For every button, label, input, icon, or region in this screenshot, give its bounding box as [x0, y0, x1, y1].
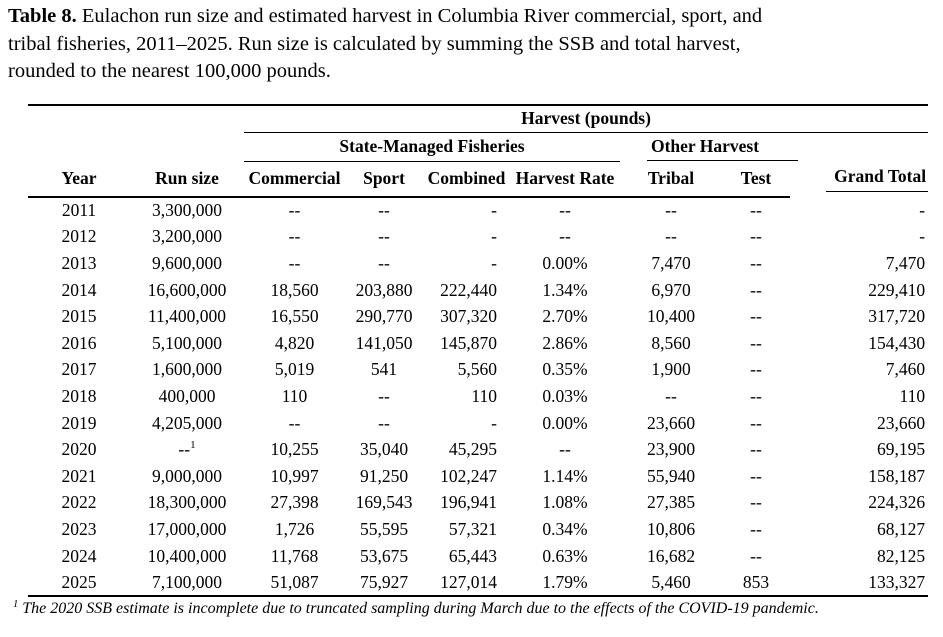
- cell-run-size: 16,600,000: [147, 279, 227, 300]
- column-header-harvest-rate: Harvest Rate: [510, 161, 620, 197]
- cell-grand-total: 69,195: [876, 439, 926, 460]
- table-row: [28, 303, 928, 330]
- cell-sport: 55,595: [359, 518, 409, 539]
- cell-test: --: [750, 545, 762, 566]
- cell-combined: 45,295: [448, 439, 497, 460]
- cell-year: 2015: [61, 306, 97, 327]
- column-header-grand-total: [790, 161, 928, 197]
- cell-commercial: 16,550: [270, 306, 319, 327]
- cell-tribal: 10,806: [646, 518, 696, 539]
- table-row: [28, 543, 928, 570]
- cell-test: --: [750, 412, 762, 433]
- footnote-text: The 2020 SSB estimate is incomplete due to truncated sampling during March due to the effects of the COVID-19 pandemic.: [22, 600, 819, 617]
- column-header-commercial: Commercial: [244, 161, 345, 197]
- cell-run-size: 9,600,000: [152, 252, 222, 273]
- cell-year: 2024: [61, 545, 97, 566]
- state-managed-header: State-Managed Fisheries: [244, 132, 620, 161]
- cell-year: 2022: [61, 492, 97, 513]
- cell-commercial: 5,019: [274, 359, 315, 380]
- column-header-sport: Sport: [345, 161, 423, 197]
- table-row: [28, 250, 928, 277]
- other-harvest-label: Other Harvest: [650, 136, 760, 157]
- column-header-row: [28, 161, 928, 197]
- cell-year: 2012: [61, 226, 97, 247]
- cell-year: 2020: [61, 439, 97, 460]
- cell-combined: -: [491, 412, 497, 433]
- cell-year: 2019: [61, 412, 97, 433]
- cell-grand-total: 82,125: [876, 545, 926, 566]
- cell-combined: 110: [471, 385, 497, 406]
- cell-combined: 127,014: [440, 571, 497, 592]
- cell-year: 2017: [61, 359, 97, 380]
- table-row: [28, 410, 928, 437]
- cell-tribal: 16,682: [646, 545, 696, 566]
- table-row: [28, 463, 928, 490]
- cell-commercial: 1,726: [274, 518, 315, 539]
- cell-harvest-rate: 0.35%: [542, 359, 588, 380]
- cell-harvest-rate: 0.03%: [542, 385, 588, 406]
- cell-harvest-rate: 1.79%: [542, 571, 588, 592]
- cell-harvest-rate: --: [559, 200, 571, 221]
- cell-grand-total: 110: [899, 385, 926, 406]
- cell-test: --: [750, 359, 762, 380]
- cell-tribal: 23,660: [646, 412, 696, 433]
- cell-run-size: 400,000: [158, 385, 216, 406]
- cell-commercial: --: [288, 252, 301, 273]
- cell-combined: 222,440: [440, 279, 497, 300]
- cell-sport: --: [378, 385, 390, 406]
- cell-combined: 307,320: [440, 306, 497, 327]
- table-row: [28, 436, 928, 463]
- cell-sport: 290,770: [355, 306, 413, 327]
- table-row: [28, 383, 928, 410]
- cell-tribal: 1,900: [651, 359, 691, 380]
- cell-run-size: 17,000,000: [147, 518, 227, 539]
- cell-test: --: [750, 252, 762, 273]
- cell-year: 2021: [61, 465, 97, 486]
- cell-sport: --: [378, 226, 390, 247]
- cell-grand-total: -: [919, 199, 926, 220]
- cell-sport: 141,050: [355, 332, 413, 353]
- column-header-year: Year: [28, 161, 130, 197]
- cell-grand-total: 154,430: [868, 332, 926, 353]
- cell-grand-total: 133,327: [868, 571, 926, 592]
- cell-harvest-rate: 0.00%: [542, 412, 588, 433]
- cell-tribal: 6,970: [651, 279, 691, 300]
- table-caption: [8, 3, 762, 86]
- cell-commercial: 27,398: [270, 492, 319, 513]
- cell-test: --: [750, 465, 762, 486]
- cell-combined: 196,941: [440, 492, 497, 513]
- cell-run-size: 3,300,000: [152, 200, 222, 221]
- cell-commercial: 10,255: [270, 439, 319, 460]
- table-row: [28, 490, 928, 517]
- cell-sport: 541: [370, 359, 398, 380]
- cell-sport: 203,880: [355, 279, 413, 300]
- cell-combined: 57,321: [448, 518, 497, 539]
- cell-harvest-rate: 2.70%: [542, 306, 588, 327]
- spacer-cell: [28, 132, 244, 161]
- cell-commercial: --: [288, 226, 301, 247]
- cell-combined: 102,247: [440, 465, 497, 486]
- cell-commercial: 18,560: [270, 279, 319, 300]
- cell-harvest-rate: 0.63%: [542, 545, 588, 566]
- cell-combined: -: [491, 252, 497, 273]
- cell-sport: 169,543: [355, 492, 413, 513]
- footnote: [13, 600, 819, 618]
- cell-test: --: [750, 306, 762, 327]
- group-header-row-fisheries: [28, 132, 928, 161]
- cell-grand-total: 7,460: [885, 359, 926, 380]
- spacer-cell: [28, 105, 244, 132]
- cell-run-size: 7,100,000: [152, 571, 222, 592]
- grand-total-label: Grand Total: [826, 166, 928, 192]
- caption-line-1: [8, 3, 762, 31]
- cell-commercial: 110: [281, 385, 308, 406]
- cell-year: 2018: [61, 385, 97, 406]
- cell-grand-total: 229,410: [868, 279, 926, 300]
- cell-combined: 145,870: [440, 332, 497, 353]
- column-header-tribal: Tribal: [620, 161, 722, 197]
- cell-year: 2016: [61, 332, 97, 353]
- cell-grand-total: -: [919, 226, 926, 247]
- cell-tribal: 10,400: [646, 306, 696, 327]
- cell-run-size: 11,400,000: [147, 306, 227, 327]
- cell-run-size: 10,400,000: [147, 545, 227, 566]
- cell-harvest-rate: 0.00%: [542, 252, 588, 273]
- cell-harvest-rate: 0.34%: [542, 518, 588, 539]
- table-row: [28, 224, 928, 251]
- cell-test: --: [750, 492, 762, 513]
- cell-run-size: 4,205,000: [152, 412, 222, 433]
- harvest-table: [28, 104, 928, 597]
- cell-sport: 75,927: [359, 571, 409, 592]
- cell-year: 2011: [61, 200, 97, 221]
- cell-test: --: [750, 385, 762, 406]
- cell-grand-total: 7,470: [885, 252, 926, 273]
- cell-year: 2023: [61, 518, 97, 539]
- caption-line-3: rounded to the nearest 100,000 pounds.: [8, 60, 331, 82]
- cell-combined: 5,560: [457, 359, 497, 380]
- cell-harvest-rate: 2.86%: [542, 332, 588, 353]
- other-harvest-header: [620, 132, 790, 161]
- cell-harvest-rate: 1.14%: [542, 465, 588, 486]
- cell-test: --: [750, 279, 762, 300]
- cell-run-size: 5,100,000: [152, 332, 222, 353]
- cell-grand-total: 158,187: [868, 465, 926, 486]
- cell-sport: 35,040: [359, 439, 409, 460]
- cell-harvest-rate: --: [559, 226, 571, 247]
- cell-run-size: 9,000,000: [152, 465, 222, 486]
- cell-test: --: [750, 200, 762, 221]
- table-body: [28, 197, 928, 596]
- cell-tribal: 5,460: [651, 571, 691, 592]
- cell-grand-total: 317,720: [868, 306, 926, 327]
- cell-tribal: 7,470: [651, 252, 691, 273]
- cell-grand-total: 23,660: [876, 412, 926, 433]
- cell-commercial: 51,087: [270, 571, 319, 592]
- spacer-cell: [790, 132, 928, 161]
- cell-test: 853: [742, 571, 770, 592]
- cell-combined: -: [491, 200, 497, 221]
- column-header-test: Test: [722, 161, 790, 197]
- cell-test: --: [750, 439, 762, 460]
- cell-harvest-rate: 1.34%: [542, 279, 588, 300]
- cell-commercial: 10,997: [270, 465, 319, 486]
- cell-test: --: [750, 332, 762, 353]
- column-header-run-size: Run size: [130, 161, 244, 197]
- cell-test: --: [750, 226, 762, 247]
- cell-tribal: 23,900: [646, 439, 696, 460]
- cell-tribal: 27,385: [646, 492, 696, 513]
- cell-commercial: --: [288, 200, 301, 221]
- table-row: [28, 197, 928, 224]
- cell-sport: --: [378, 252, 390, 273]
- cell-sport: --: [378, 200, 390, 221]
- cell-combined: 65,443: [448, 545, 497, 566]
- cell-run-size: 18,300,000: [147, 492, 227, 513]
- table-row: [28, 569, 928, 596]
- cell-sport: 53,675: [359, 545, 409, 566]
- table-row: [28, 330, 928, 357]
- cell-run-size: --$^1$: [178, 439, 196, 460]
- caption-line-2: tribal fisheries, 2011–2025. Run size is calculated by summing the SSB and total harvest,: [8, 32, 741, 55]
- cell-sport: --: [378, 412, 390, 433]
- column-header-combined: Combined: [423, 161, 510, 197]
- cell-tribal: --: [665, 385, 677, 406]
- table-row: [28, 357, 928, 384]
- cell-combined: -: [491, 226, 497, 247]
- table-row: [28, 516, 928, 543]
- footnote-superscript: 1: [190, 439, 196, 452]
- other-harvest-underline: [647, 160, 798, 161]
- cell-harvest-rate: 1.08%: [542, 492, 588, 513]
- cell-test: --: [750, 518, 762, 539]
- cell-tribal: 55,940: [646, 465, 696, 486]
- cell-commercial: 11,768: [270, 545, 319, 566]
- table-row: [28, 277, 928, 304]
- cell-tribal: --: [665, 200, 677, 221]
- cell-commercial: 4,820: [274, 332, 315, 353]
- cell-run-size: 1,600,000: [152, 359, 222, 380]
- caption-text-1: Eulachon run size and estimated harvest in Columbia River commercial, sport, and: [81, 5, 763, 27]
- cell-grand-total: 68,127: [876, 518, 926, 539]
- footnote-marker: 1: [13, 598, 19, 610]
- cell-sport: 91,250: [359, 465, 409, 486]
- cell-grand-total: 224,326: [868, 492, 926, 513]
- cell-harvest-rate: --: [559, 439, 571, 460]
- cell-year: 2013: [61, 252, 97, 273]
- cell-run-size: 3,200,000: [152, 226, 222, 247]
- harvest-pounds-header: Harvest (pounds): [244, 105, 928, 132]
- cell-year: 2025: [61, 571, 97, 592]
- cell-tribal: 8,560: [651, 332, 691, 353]
- cell-year: 2014: [61, 279, 97, 300]
- cell-commercial: --: [288, 412, 301, 433]
- caption-label: Table 8.: [8, 5, 77, 27]
- cell-tribal: --: [665, 226, 677, 247]
- group-header-row-harvest: [28, 105, 928, 132]
